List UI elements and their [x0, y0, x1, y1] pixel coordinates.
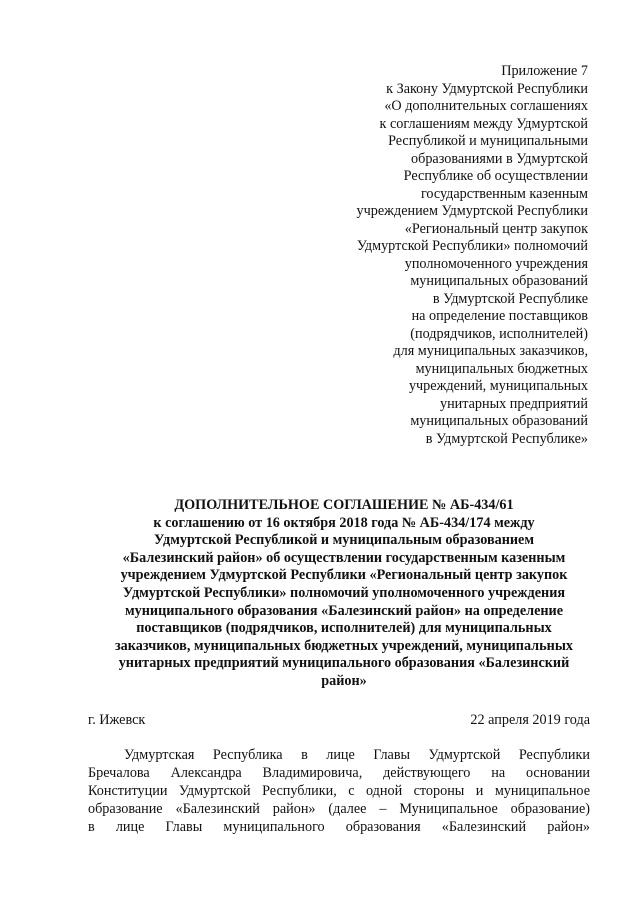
- title-line: к соглашению от 16 октября 2018 года № АБ-434/174 между: [153, 514, 535, 531]
- appendix-line: на определение поставщиков: [411, 308, 588, 324]
- appendix-line: в Удмуртской Республике: [432, 290, 588, 307]
- appendix-line: муниципальных образований: [410, 273, 588, 289]
- appendix-line: муниципальных бюджетных: [415, 360, 588, 377]
- title-line: учреждением Удмуртской Республики «Региональный центр закупок: [120, 567, 568, 584]
- title-line: заказчиков, муниципальных бюджетных учреждений, муниципальных: [114, 637, 573, 654]
- appendix-header: [288, 63, 588, 448]
- appendix-line: Удмуртской Республики» полномочий: [356, 238, 588, 254]
- appendix-line: Приложение 7: [501, 63, 588, 79]
- body-line: Удмуртская Республика в лице Главы Удмуртской Республики: [124, 747, 590, 763]
- body-line: Конституции Удмуртской Республики, с одной стороны и муниципальное: [88, 783, 590, 799]
- body-line: образование «Балезинский район» (далее – Муниципальное образование): [88, 801, 590, 817]
- appendix-line: (подрядчиков, исполнителей): [410, 325, 588, 342]
- agreement-title: [90, 497, 598, 691]
- appendix-line: государственным казенным: [420, 185, 588, 202]
- appendix-line: для муниципальных заказчиков,: [393, 343, 588, 359]
- title-line: «Балезинский район» об осуществлении государственным казенным: [122, 549, 566, 566]
- agreement-body: [88, 746, 590, 836]
- appendix-line: учреждением Удмуртской Республики: [356, 203, 588, 219]
- appendix-line: к Закону Удмуртской Республики: [386, 80, 588, 97]
- appendix-line: Республикой и муниципальными: [388, 133, 588, 149]
- place-text: г. Ижевск: [88, 712, 146, 728]
- appendix-line: муниципальных образований: [410, 413, 588, 429]
- title-line: Удмуртской Республики» полномочий уполномоченного учреждения: [122, 584, 566, 601]
- appendix-line: уполномоченного учреждения: [404, 255, 588, 272]
- title-line: унитарных предприятий муниципального образования «Балезинский: [118, 655, 570, 672]
- appendix-line: к соглашениям между Удмуртской: [379, 115, 588, 132]
- title-line: Удмуртской Республикой и муниципальным образованием: [153, 532, 535, 549]
- title-line: ДОПОЛНИТЕЛЬНОЕ СОГЛАШЕНИЕ № АБ-434/61: [174, 497, 514, 513]
- appendix-line: Республике об осуществлении: [403, 168, 588, 184]
- body-line: в лице Главы муниципального образования «Балезинский район»: [88, 819, 590, 835]
- title-line: поставщиков (подрядчиков, исполнителей) для муниципальных: [136, 620, 552, 637]
- appendix-line: унитарных предприятий: [439, 395, 588, 412]
- title-line: муниципального образования «Балезинский район» на определение: [124, 602, 564, 619]
- appendix-line: в Удмуртской Республике»: [425, 430, 588, 447]
- date-text: 22 апреля 2019 года: [470, 712, 590, 728]
- appendix-line: «О дополнительных соглашениях: [384, 98, 588, 114]
- title-line: район»: [321, 672, 367, 689]
- body-line: Бречалова Александра Владимировича, действующего на основании: [88, 765, 590, 781]
- appendix-line: учреждений, муниципальных: [408, 378, 588, 394]
- appendix-line: «Региональный центр закупок: [404, 220, 588, 237]
- appendix-line: образованиями в Удмуртской: [411, 150, 588, 167]
